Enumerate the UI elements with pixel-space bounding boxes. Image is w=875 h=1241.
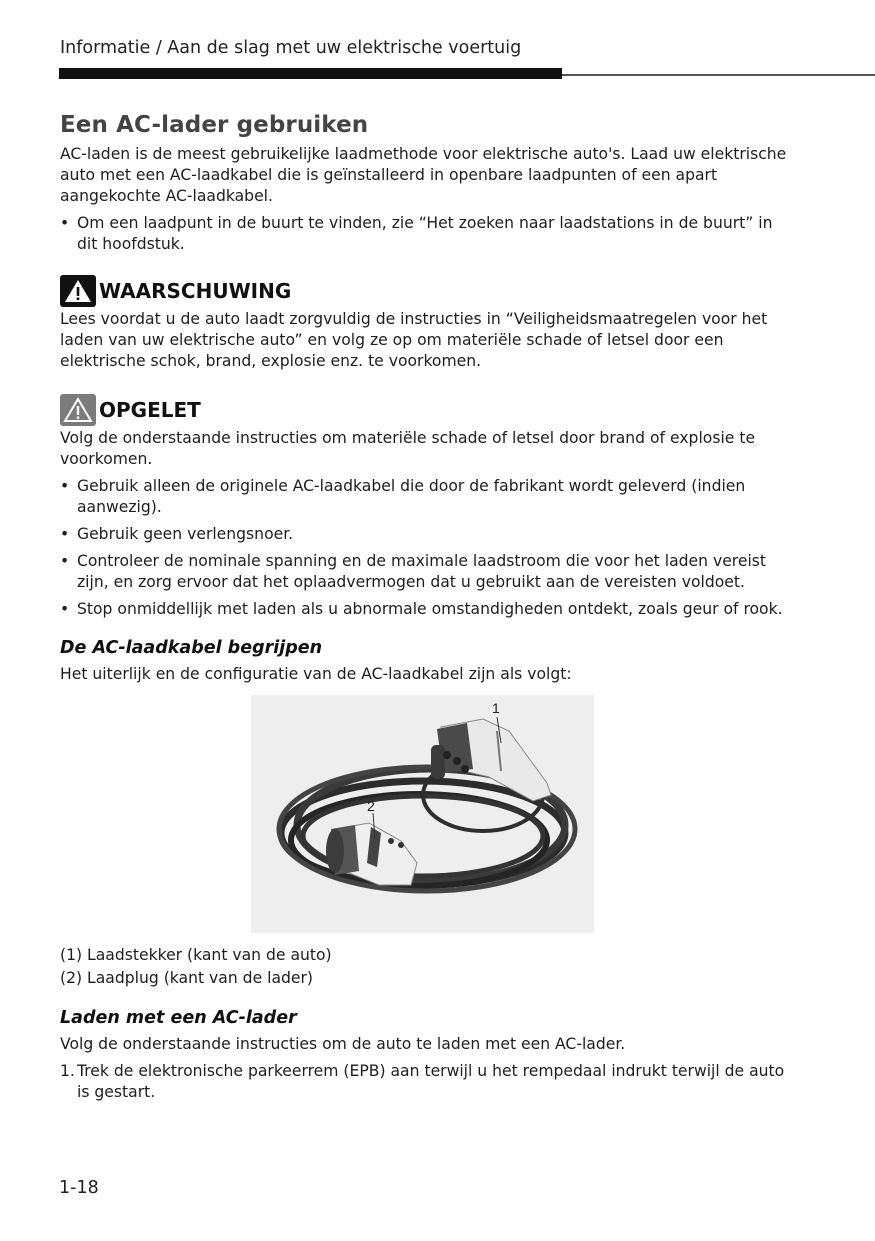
figure-captions [60, 944, 790, 990]
cable-title: De AC-laadkabel begrijpen [60, 638, 323, 658]
header-rule-thick [59, 68, 562, 79]
warning-title: WAARSCHUWING [99, 279, 292, 303]
warning-heading [60, 275, 790, 307]
callout-1: 1 [492, 700, 500, 716]
charging-title: Laden met een AC-lader [60, 1008, 297, 1028]
caution-box [60, 394, 790, 620]
bullet-icon: • [60, 525, 70, 543]
cable-figure [251, 695, 594, 933]
list-item: • Om een laadpunt in de buurt te vinden, zie “Het zoeken naar laadstations in de buurt” in dit hoofdstuk. [60, 214, 773, 253]
caution-triangle-icon [60, 394, 96, 426]
cable-illustration [251, 695, 594, 933]
caution-title: OPGELET [99, 398, 201, 422]
callout-2: 2 [367, 798, 375, 814]
list-item: • Gebruik alleen de originele AC-laadkabel die door de fabrikant wordt geleverd (indien aanwezig). [60, 477, 746, 516]
caption-2: (2) Laadplug (kant van de lader) [60, 969, 314, 987]
warning-box [60, 275, 790, 372]
page-content [60, 112, 790, 1103]
charging-text: Volg de onderstaande instructies om de auto te laden met een AC-lader. [60, 1035, 626, 1053]
caution-heading [60, 394, 790, 426]
bullet-icon: • [60, 477, 70, 495]
section-intro: AC-laden is de meest gebruikelijke laadmethode voor elektrische auto's. Laad uw elektrische auto met een AC-laadkabel die is geïnstalleerd in openbare laadpunten of een apart aangekochte AC-laadkabel. [60, 145, 787, 205]
charging-section [60, 1008, 790, 1103]
charging-steps [60, 1061, 790, 1103]
caption-1: (1) Laadstekker (kant van de auto) [60, 946, 332, 964]
list-item: • Controleer de nominale spanning en de maximale laadstroom die voor het laden vereist zijn, en zorg ervoor dat het oplaadvermogen dat u gebruikt aan de vereisten voldoet. [60, 552, 767, 591]
warning-text: Lees voordat u de auto laadt zorgvuldig de instructies in “Veiligheidsmaatregelen voor het laden van uw elektrische auto” en volg ze op om materiële schade of letsel door een elektrische schok, brand, explosie enz. te voorkomen. [60, 310, 768, 370]
bullet-icon: • [60, 214, 70, 232]
header-rule-thin [562, 74, 875, 76]
breadcrumb: Informatie / Aan de slag met uw elektrische voertuig [60, 38, 522, 58]
step-number: 1. [60, 1062, 75, 1080]
bullet-icon: • [60, 600, 70, 618]
bullet-icon: • [60, 552, 70, 570]
warning-triangle-icon [60, 275, 96, 307]
caution-text: Volg de onderstaande instructies om materiële schade of letsel door brand of explosie te voorkomen. [60, 429, 756, 468]
list-item: • Stop onmiddellijk met laden als u abnormale omstandigheden ontdekt, zoals geur of rook. [60, 600, 783, 618]
list-item: 1. Trek de elektronische parkeerrem (EPB) aan terwijl u het rempedaal indrukt terwijl de auto is gestart. [60, 1062, 785, 1101]
section-title: Een AC-lader gebruiken [60, 112, 369, 138]
list-item: • Gebruik geen verlengsnoer. [60, 525, 294, 543]
caution-bullets [60, 476, 790, 620]
cable-text: Het uiterlijk en de configuratie van de AC-laadkabel zijn als volgt: [60, 665, 572, 683]
cable-section [60, 638, 790, 990]
page-number: 1-18 [59, 1178, 99, 1198]
section-bullets [60, 213, 790, 255]
